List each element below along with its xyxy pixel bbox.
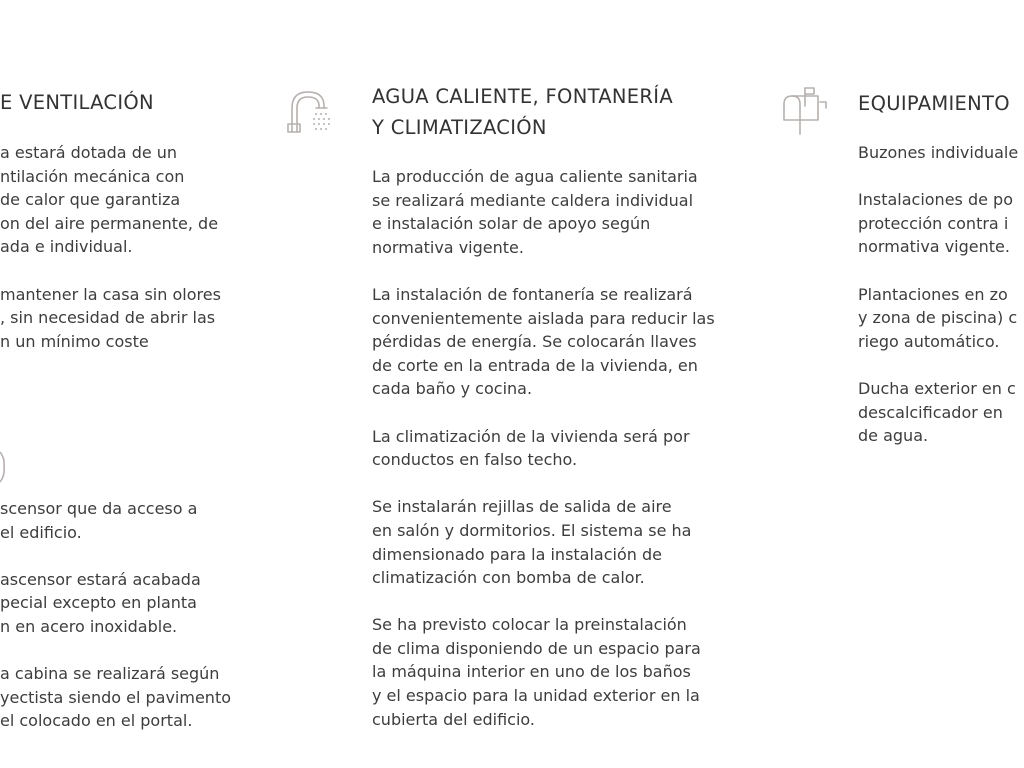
text-line: Buzones individuale <box>858 143 1019 162</box>
text-line: pérdidas de energía. Se colocarán llaves <box>372 332 697 352</box>
paragraph <box>0 141 221 259</box>
paragraph <box>858 283 1018 354</box>
mailbox-icon <box>778 84 832 136</box>
text-line: normativa vigente. <box>858 237 1010 257</box>
text-line: La climatización de la vivienda será por <box>372 426 690 446</box>
text-line: Plantaciones en zo <box>858 284 1008 304</box>
text-line: descalcificador en <box>858 402 1003 422</box>
heading-line: Y CLIMATIZACIÓN <box>372 116 547 139</box>
paragraph <box>0 497 231 544</box>
left-column <box>0 0 260 768</box>
text-line: a cabina se realizará según <box>0 664 220 684</box>
text-line: climatización con bomba de calor. <box>372 568 645 588</box>
text-line: ada e individual. <box>0 237 133 257</box>
text-line: dimensionado para la instalación de <box>372 544 662 564</box>
right-column <box>770 0 1024 768</box>
text-line: en salón y dormitorios. El sistema se ha <box>372 520 692 540</box>
text-line: pecial excepto en planta <box>0 593 197 613</box>
text-line: Se instalarán rejillas de salida de aire <box>372 497 672 517</box>
text-line: n un mínimo coste <box>0 331 149 351</box>
elevator-text <box>0 497 231 757</box>
equipment-text <box>858 141 1018 471</box>
paragraph <box>858 141 1018 165</box>
shower-faucet-icon <box>286 86 334 136</box>
text-line: la máquina interior en uno de los baños <box>372 662 691 682</box>
paragraph <box>372 613 715 731</box>
paragraph <box>0 568 231 639</box>
text-line: , sin necesidad de abrir las <box>0 308 216 328</box>
paragraph <box>858 377 1018 448</box>
text-line: conductos en falso techo. <box>372 450 578 470</box>
center-column <box>280 0 760 768</box>
text-line: n en acero inoxidable. <box>0 616 178 636</box>
paragraph <box>372 425 715 472</box>
text-line: y zona de piscina) c <box>858 308 1018 328</box>
text-line: Instalaciones de po <box>858 190 1013 210</box>
text-line: e instalación solar de apoyo según <box>372 214 651 234</box>
text-line: de clima disponiendo de un espacio para <box>372 638 701 658</box>
text-line: convenientemente aislada para reducir las <box>372 308 715 328</box>
text-line: on del aire permanente, de <box>0 213 219 233</box>
text-line: de corte en la entrada de la vivienda, en <box>372 355 698 375</box>
text-line: ascensor estará acabada <box>0 569 201 589</box>
text-line: La instalación de fontanería se realizará <box>372 284 693 304</box>
elevator-icon <box>0 450 6 488</box>
text-line: de calor que garantiza <box>0 190 181 210</box>
paragraph <box>0 662 231 733</box>
text-line: a estará dotada de un <box>0 143 178 162</box>
text-line: cubierta del edificio. <box>372 709 536 729</box>
hot-water-heading <box>372 81 673 143</box>
text-line: se realizará mediante caldera individual <box>372 190 694 210</box>
paragraph <box>372 165 715 259</box>
text-line: cada baño y cocina. <box>372 379 533 399</box>
text-line: mantener la casa sin olores <box>0 284 221 304</box>
text-line: Ducha exterior en c <box>858 378 1016 398</box>
text-line: el colocado en el portal. <box>0 711 193 731</box>
text-line: La producción de agua caliente sanitaria <box>372 167 698 186</box>
text-line: de agua. <box>858 426 929 446</box>
ventilation-heading: E VENTILACIÓN <box>0 91 154 114</box>
text-line: normativa vigente. <box>372 237 524 257</box>
text-line: Se ha previsto colocar la preinstalación <box>372 615 687 635</box>
text-line: yectista siendo el pavimento <box>0 687 232 707</box>
paragraph <box>372 495 715 589</box>
text-line: el edificio. <box>0 522 82 542</box>
heading-line: AGUA CALIENTE, FONTANERÍA <box>372 85 673 108</box>
paragraph <box>0 283 221 354</box>
text-line: riego automático. <box>858 331 1000 351</box>
hot-water-text <box>372 165 715 755</box>
paragraph <box>858 188 1018 259</box>
text-line: scensor que da acceso a <box>0 499 198 518</box>
text-line: protección contra i <box>858 213 1009 233</box>
text-line: ntilación mecánica con <box>0 166 185 186</box>
paragraph <box>372 283 715 401</box>
ventilation-text-top <box>0 141 221 377</box>
text-line: y el espacio para la unidad exterior en la <box>372 686 700 706</box>
equipment-heading: EQUIPAMIENTO <box>858 92 1010 115</box>
